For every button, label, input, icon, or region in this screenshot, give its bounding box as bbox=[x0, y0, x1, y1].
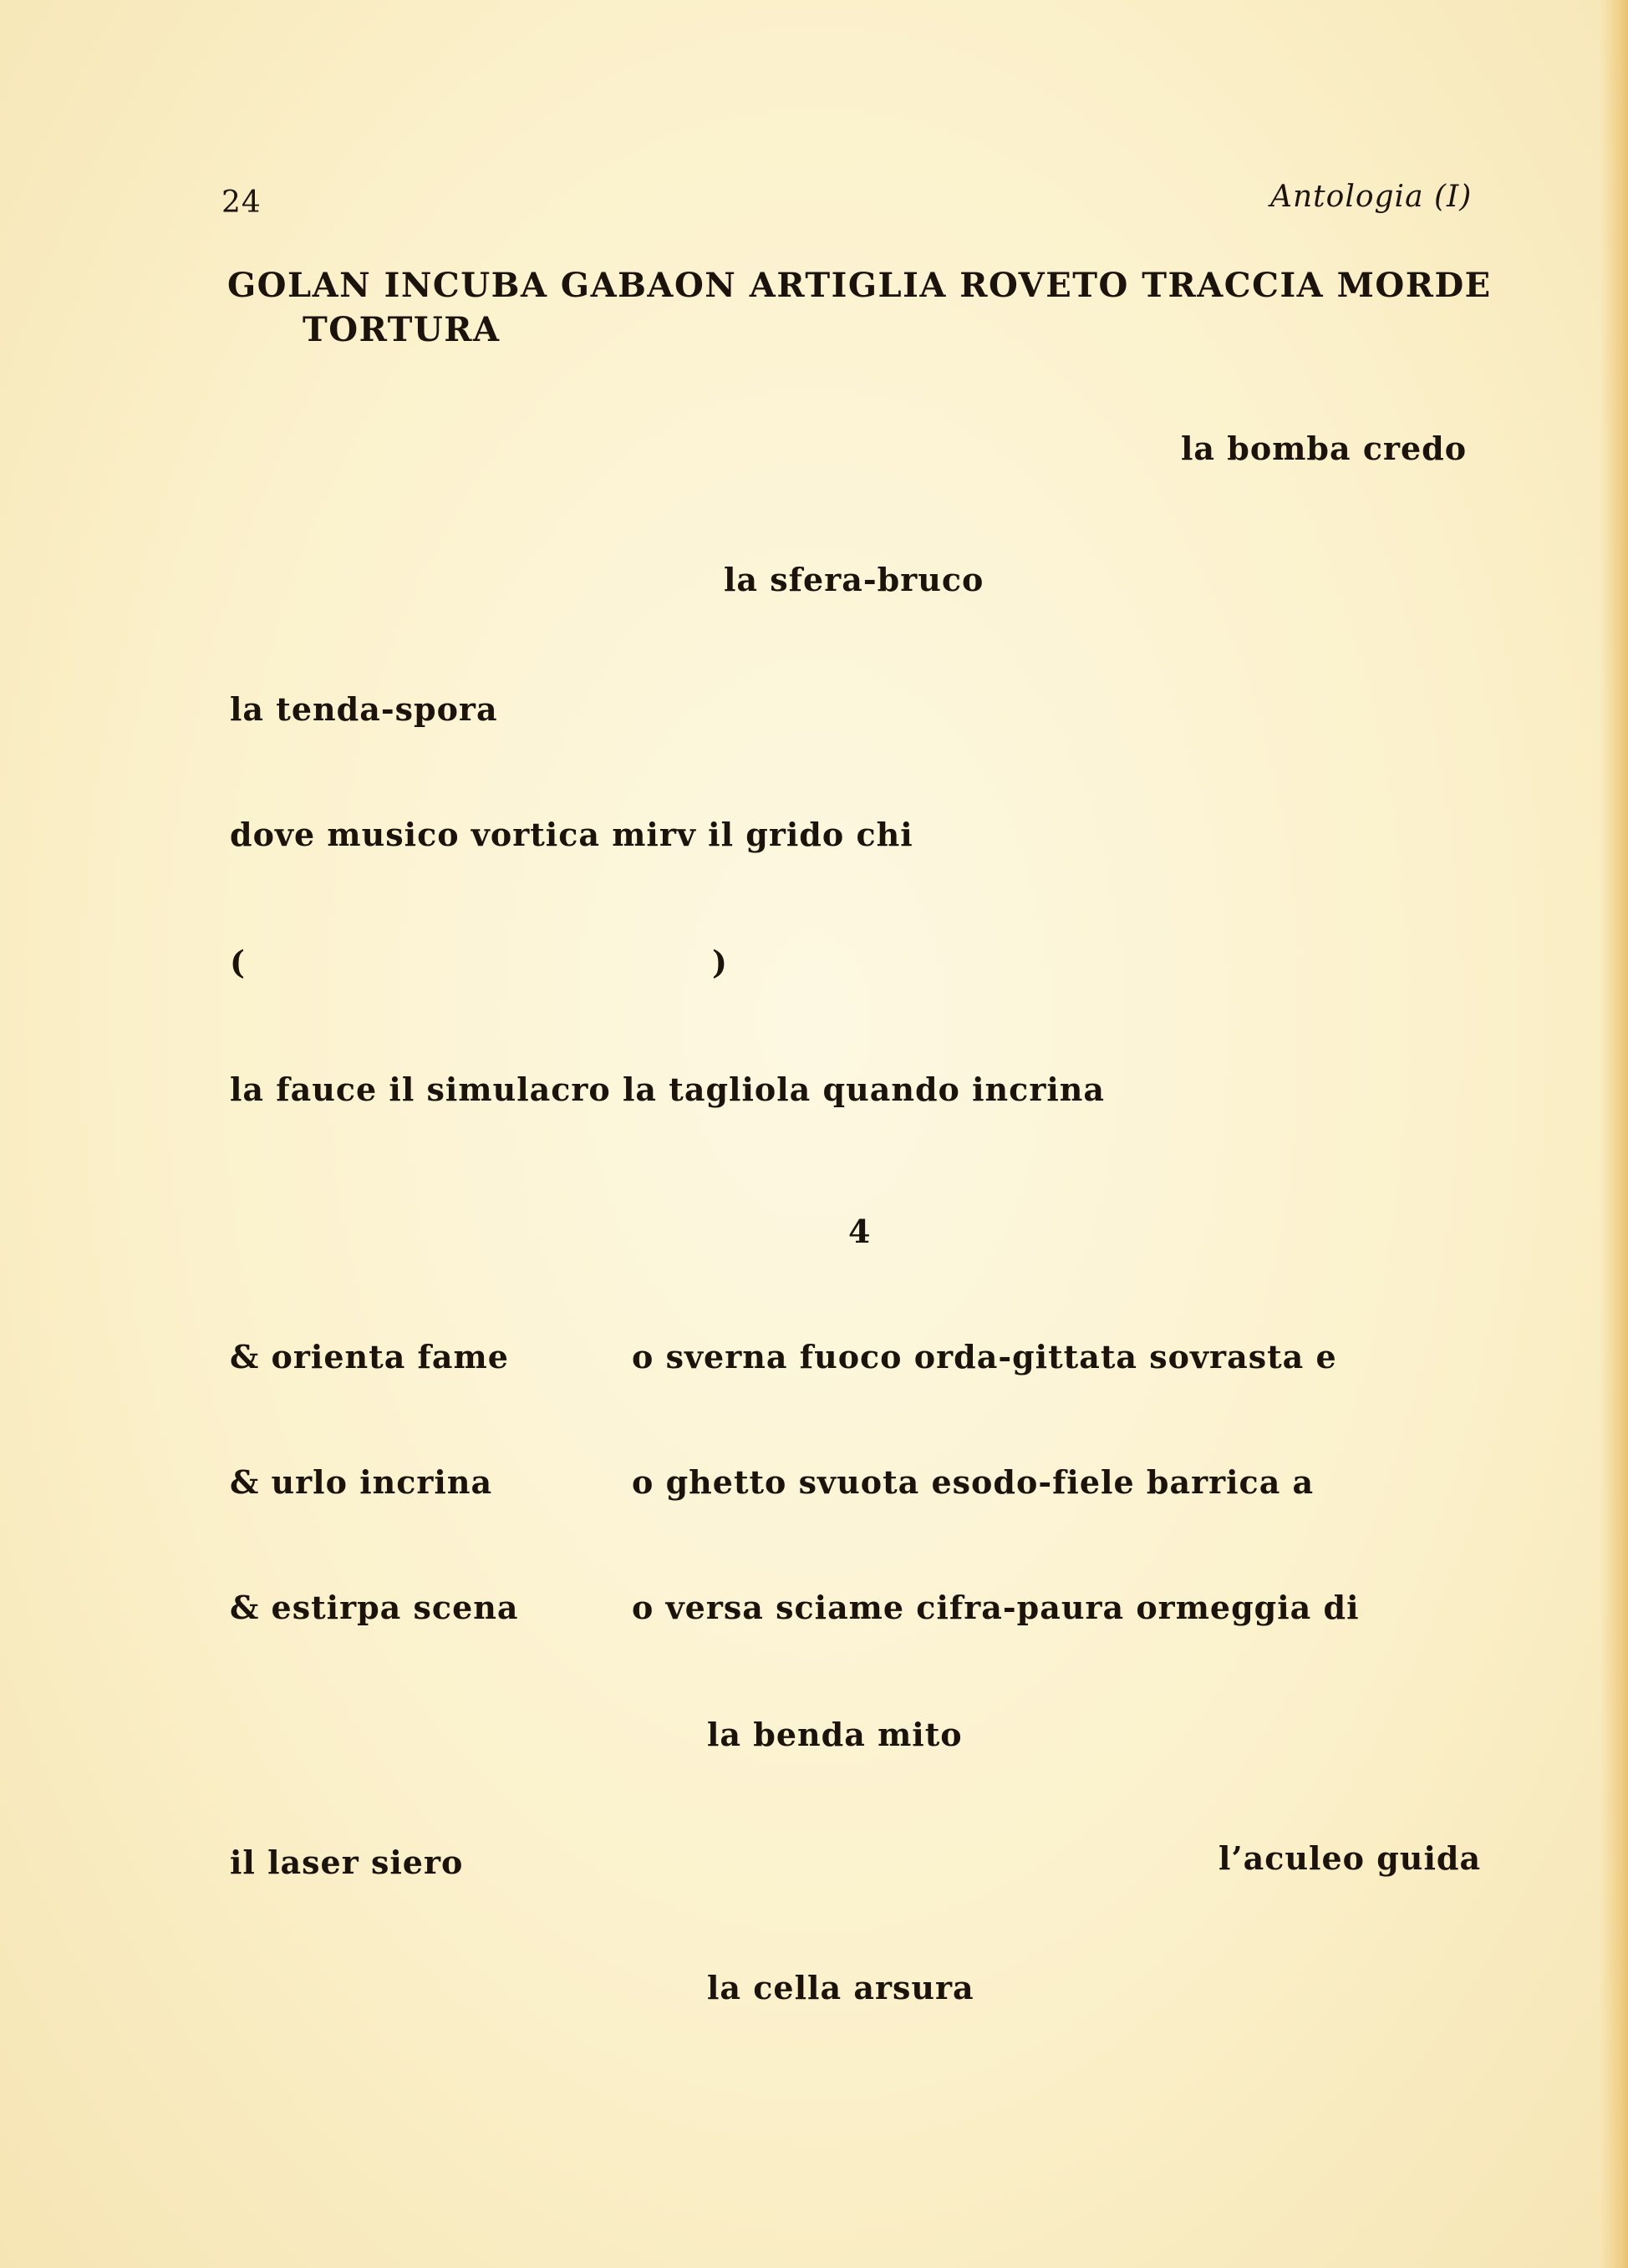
page-edge-shadow bbox=[1600, 0, 1628, 2268]
line-dove: dove musico vortica mirv il grido chi bbox=[230, 816, 913, 853]
line-bomba: la bomba credo bbox=[1181, 430, 1468, 467]
left-column-line-3: & estirpa scena bbox=[230, 1589, 519, 1626]
section-number: 4 bbox=[848, 1213, 872, 1250]
running-title: Antologia (I) bbox=[1270, 180, 1473, 214]
line-aculeo: l’aculeo guida bbox=[1218, 1839, 1482, 1877]
heading-line-1: GOLAN INCUBA GABAON ARTIGLIA ROVETO TRACCIA MORDE bbox=[227, 266, 1492, 305]
page-number: 24 bbox=[221, 186, 262, 220]
line-sfera: la sfera-bruco bbox=[724, 561, 984, 598]
parenthesis-open: ( bbox=[230, 943, 246, 981]
line-tenda: la tenda-spora bbox=[230, 690, 498, 728]
left-column-line-1: & orienta fame bbox=[230, 1338, 509, 1376]
right-column-line-2: o ghetto svuota esodo-fiele barrica a bbox=[632, 1463, 1315, 1501]
right-column-line-3: o versa sciame cifra-paura ormeggia di bbox=[632, 1589, 1360, 1626]
left-column-line-2: & urlo incrina bbox=[230, 1463, 493, 1501]
line-cella: la cella arsura bbox=[707, 1969, 974, 2006]
parenthesis-close: ) bbox=[712, 943, 728, 981]
right-column-line-1: o sverna fuoco orda-gittata sovrasta e bbox=[632, 1338, 1337, 1376]
line-laser: il laser siero bbox=[230, 1843, 464, 1881]
line-fauce: la fauce il simulacro la tagliola quando incrina bbox=[230, 1070, 1106, 1108]
heading-line-2: TORTURA bbox=[303, 310, 501, 349]
line-benda: la benda mito bbox=[707, 1716, 963, 1753]
